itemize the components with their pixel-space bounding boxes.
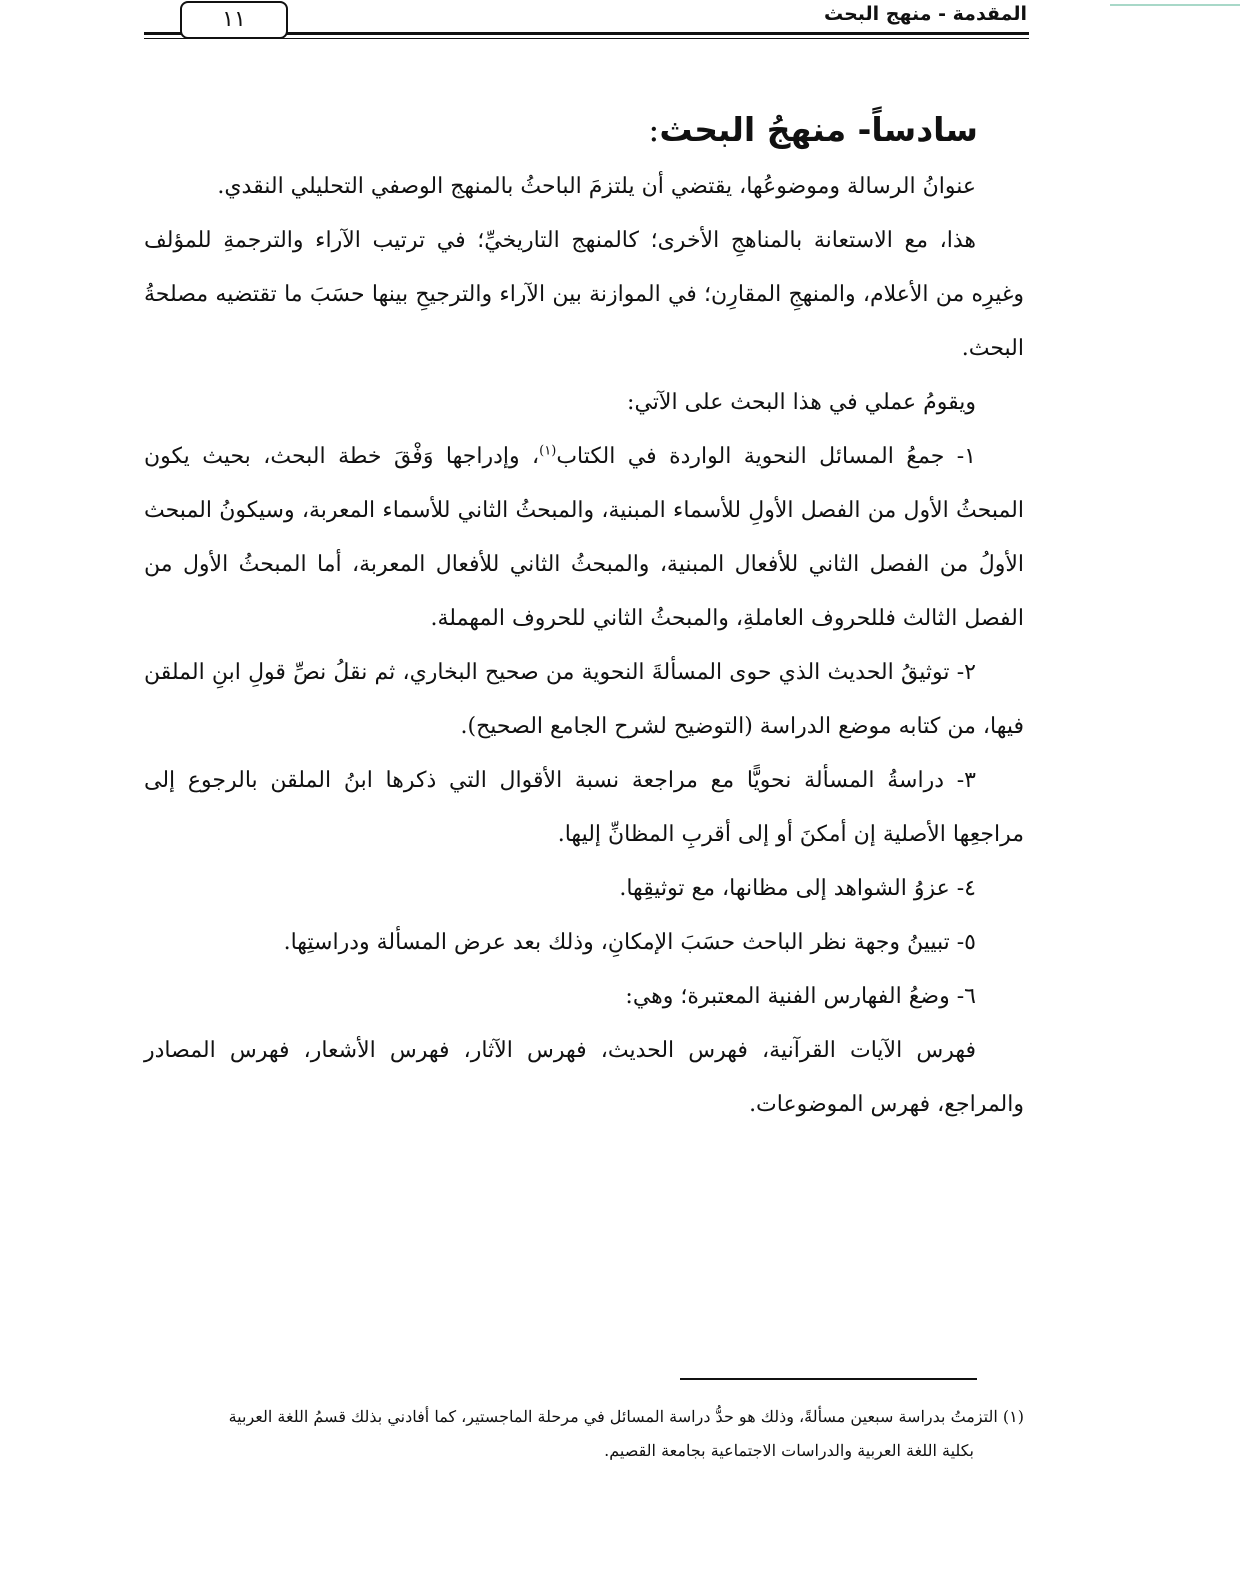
list-item-1-start: ١- جمعُ المسائل النحوية الواردة في الكتاب: [556, 444, 976, 469]
page-number: ١١: [180, 1, 288, 39]
list-item-1: [144, 430, 1024, 646]
indexes-list: فهرس الآيات القرآنية، فهرس الحديث، فهرس الآثار، فهرس الأشعار، فهرس المصادر والمراجع، فهرس الموضوعات.: [144, 1038, 1024, 1117]
section-title: سادساً- منهجُ البحث: [659, 110, 978, 149]
body-text: [144, 160, 1024, 1132]
footnote-line-1: (١) التزمتُ بدراسة سبعين مسألةً، وذلك هو حدُّ دراسة المسائل في مرحلة الماجستير، كما أفادني بذلك قسمُ اللغة العربية: [228, 1407, 1024, 1426]
list-item-6: ٦- وضعُ الفهارس الفنية المعتبرة؛ وهي:: [625, 984, 976, 1009]
list-item-5: ٥- تبيينُ وجهة نظر الباحث حسَبَ الإمكانِ، وذلك بعد عرض المسألة ودراستِها.: [283, 930, 976, 955]
footnote: [144, 1400, 1024, 1468]
paragraph-work-intro: ويقومُ عملي في هذا البحث على الآتي:: [627, 390, 976, 415]
list-item-3: ٣- دراسةُ المسألة نحويًّا مع مراجعة نسبة الأقوال التي ذكرها ابنُ الملقن بالرجوع إلى مراجعِها الأصلية إن أمكنَ أو إلى أقربِ المظانِّ إليها.: [144, 768, 1024, 847]
list-item-2: ٢- توثيقُ الحديث الذي حوى المسألةَ النحوية من صحيح البخاري، ثم نقلُ نصِّ قولِ ابنِ الملقن فيها، من كتابه موضع الدراسة (التوضيح لشرح الجامع الصحيح).: [144, 660, 1024, 739]
running-header-title: المقدمة - منهج البحث: [823, 3, 1027, 25]
section-title-colon: :: [648, 110, 660, 149]
list-item-4: ٤- عزوُ الشواهد إلى مظانها، مع توثيقِها.: [619, 876, 976, 901]
page-edge-accent: [1110, 4, 1240, 6]
footnote-line-2: بكلية اللغة العربية والدراسات الاجتماعية بجامعة القصيم.: [604, 1441, 974, 1460]
paragraph-other-methods: هذا، مع الاستعانة بالمناهجِ الأخرى؛ كالمنهج التاريخيِّ؛ في ترتيب الآراء والترجمةِ للمؤلف وغيرِه من الأعلام، والمنهجِ المقارِن؛ في الموازنة بين الآراء والترجيحِ بينها حسَبَ ما تقتضيه مصلحةُ البحث.: [144, 228, 1024, 361]
footnote-reference[interactable]: (١): [539, 443, 557, 459]
section-heading: [648, 104, 978, 156]
footnote-separator: [680, 1378, 977, 1380]
list-item-1-rest: ، وإدراجها وَفْقَ خطة البحث، بحيث يكون المبحثُ الأول من الفصل الأولِ للأسماء المبنية، والمبحثُ الثاني للأسماء المعربة، وسيكونُ المبحث الأولُ من الفصل الثاني للأفعال المبنية، والمبحثُ الثاني للأفعال المعربة، أما المبحثُ الأول من الفصل الثالث فللحروف العاملةِ، والمبحثُ الثاني للحروف المهملة.: [144, 444, 1024, 631]
paragraph-method: عنوانُ الرسالة وموضوعُها، يقتضي أن يلتزمَ الباحثُ بالمنهج الوصفي التحليلي النقدي.: [217, 174, 976, 199]
